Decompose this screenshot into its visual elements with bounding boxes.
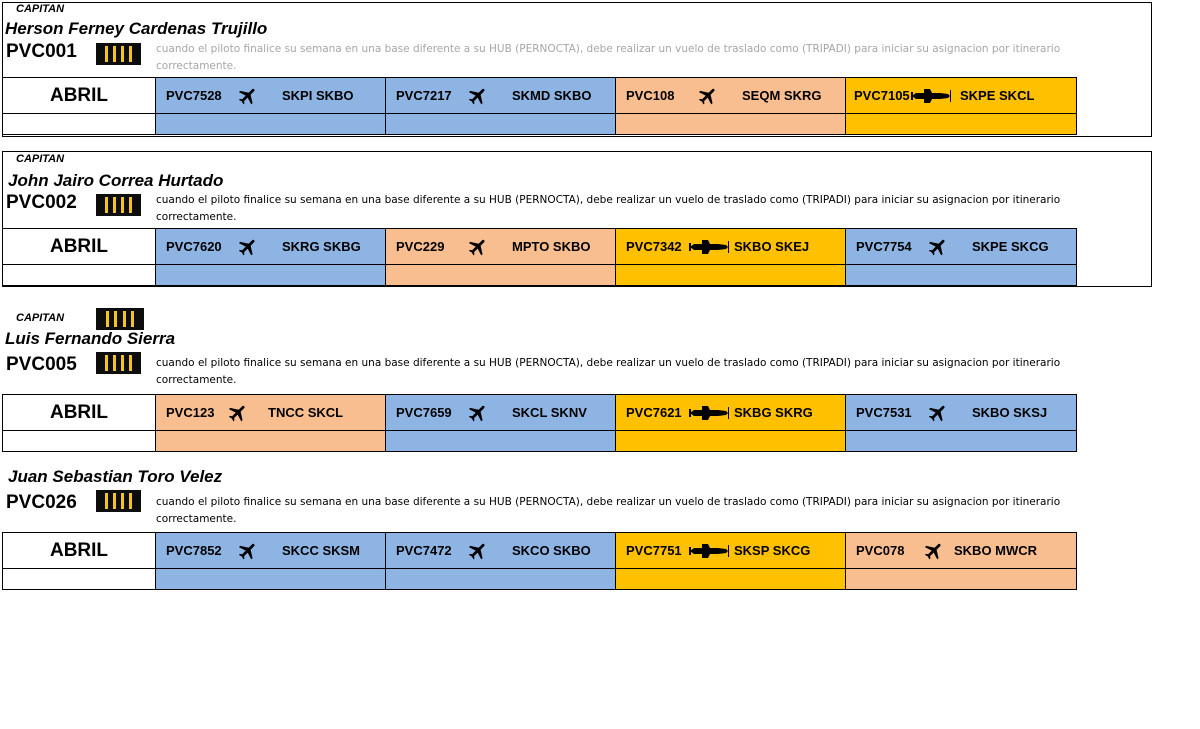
pilot-note: cuando el piloto finalice su semana en una base diferente a su HUB (PERNOCTA), debe realizar un vuelo de traslado como (TRIPADI) para iniciar su asignacion por itinerario correctamente. — [156, 496, 1061, 525]
pilot-role: CAPITAN — [16, 3, 65, 15]
flight-cell[interactable] — [846, 229, 1076, 264]
pilot-code: PVC002 — [6, 192, 77, 213]
route: SKRG SKBG — [282, 239, 361, 254]
pilot-code: PVC026 — [6, 492, 77, 513]
route: TNCC SKCL — [268, 405, 344, 420]
captain-rank-insignia-icon — [96, 352, 141, 374]
route: SKPE SKCG — [972, 239, 1049, 254]
jet-airplane-icon — [226, 402, 268, 424]
route: SKCC SKSM — [282, 543, 361, 558]
route: SKBO SKEJ — [734, 239, 810, 254]
flight-number: PVC7528 — [166, 88, 222, 103]
flight-cell[interactable] — [156, 395, 386, 430]
flight-cell[interactable] — [616, 395, 846, 430]
pilot-role: CAPITAN — [16, 153, 65, 165]
pilot-code: PVC001 — [6, 41, 77, 62]
month-label: ABRIL — [3, 533, 156, 568]
route: SKCL SKNV — [512, 405, 587, 420]
captain-rank-insignia-icon — [96, 490, 141, 512]
route: SKPI SKBO — [282, 88, 354, 103]
pilot-note: cuando el piloto finalice su semana en una base diferente a su HUB (PERNOCTA), debe realizar un vuelo de traslado como (TRIPADI) para iniciar su asignacion por itinerario correctamente. — [156, 194, 1061, 223]
pilot-name: Herson Ferney Cardenas Trujillo — [5, 19, 268, 38]
month-label: ABRIL — [3, 229, 156, 264]
route: SKPE SKCL — [960, 88, 1035, 103]
flight-number: PVC7852 — [166, 543, 222, 558]
flight-cell[interactable] — [616, 533, 846, 568]
propeller-plane-icon — [688, 404, 734, 422]
route: SKCO SKBO — [512, 543, 591, 558]
pilot-name: John Jairo Correa Hurtado — [8, 171, 224, 190]
jet-airplane-icon — [922, 540, 954, 562]
route: SKBG SKRG — [734, 405, 813, 420]
pilot-code: PVC005 — [6, 354, 77, 375]
pilot-note: cuando el piloto finalice su semana en una base diferente a su HUB (PERNOCTA), debe realizar un vuelo de traslado como (TRIPADI) para iniciar su asignacion por itinerario correctamente. — [156, 43, 1061, 72]
captain-rank-insignia-icon — [96, 194, 141, 216]
jet-airplane-icon — [926, 402, 972, 424]
flight-number: PVC7105 — [854, 88, 910, 103]
flight-subrow — [2, 114, 1077, 135]
pilot-note: cuando el piloto finalice su semana en una base diferente a su HUB (PERNOCTA), debe realizar un vuelo de traslado como (TRIPADI) para iniciar su asignacion por itinerario correctamente. — [156, 357, 1061, 386]
route: SKBO SKSJ — [972, 405, 1048, 420]
pilot-role: CAPITAN — [16, 312, 65, 324]
jet-airplane-icon — [236, 236, 282, 258]
flight-row — [2, 532, 1077, 569]
route: SKMD SKBO — [512, 88, 592, 103]
flight-cell[interactable] — [156, 229, 386, 264]
flight-number: PVC108 — [626, 88, 675, 103]
flight-number: PVC078 — [856, 543, 905, 558]
flight-cell[interactable] — [616, 229, 846, 264]
flight-number: PVC7659 — [396, 405, 452, 420]
flight-subrow — [2, 431, 1077, 452]
flight-cell[interactable] — [846, 395, 1076, 430]
flight-number: PVC7754 — [856, 239, 912, 254]
propeller-plane-icon — [688, 238, 734, 256]
flight-cell[interactable] — [386, 395, 616, 430]
flight-cell[interactable] — [156, 78, 386, 113]
jet-airplane-icon — [466, 540, 512, 562]
flight-cell[interactable] — [386, 229, 616, 264]
pilot-name: Juan Sebastian Toro Velez — [8, 467, 223, 486]
flight-number: PVC7217 — [396, 88, 452, 103]
route: SEQM SKRG — [742, 88, 822, 103]
flight-row — [2, 394, 1077, 431]
captain-rank-insignia-icon — [96, 308, 144, 330]
route: MPTO SKBO — [512, 239, 591, 254]
route: SKBO MWCR — [954, 543, 1038, 558]
flight-number: PVC7751 — [626, 543, 682, 558]
flight-cell[interactable] — [386, 533, 616, 568]
flight-number: PVC7620 — [166, 239, 222, 254]
flight-subrow — [2, 569, 1077, 590]
flight-number: PVC7621 — [626, 405, 682, 420]
jet-airplane-icon — [926, 236, 972, 258]
flight-cell[interactable] — [386, 78, 616, 113]
flight-subrow — [2, 265, 1077, 286]
jet-airplane-icon — [236, 540, 282, 562]
flight-cell[interactable] — [156, 533, 386, 568]
flight-row — [2, 228, 1077, 265]
flight-cell[interactable] — [616, 78, 846, 113]
propeller-plane-icon — [688, 542, 734, 560]
flight-number: PVC7531 — [856, 405, 912, 420]
month-label: ABRIL — [3, 78, 156, 113]
month-label: ABRIL — [3, 395, 156, 430]
jet-airplane-icon — [466, 236, 512, 258]
jet-airplane-icon — [466, 85, 512, 107]
flight-cell[interactable] — [846, 78, 1076, 113]
flight-cell[interactable] — [846, 533, 1076, 568]
flight-number: PVC7342 — [626, 239, 682, 254]
jet-airplane-icon — [696, 85, 742, 107]
jet-airplane-icon — [236, 85, 282, 107]
flight-row — [2, 77, 1077, 114]
captain-rank-insignia-icon — [96, 43, 141, 65]
pilot-name: Luis Fernando Sierra — [5, 329, 176, 348]
jet-airplane-icon — [466, 402, 512, 424]
flight-number: PVC229 — [396, 239, 445, 254]
route: SKSP SKCG — [734, 543, 811, 558]
propeller-plane-icon — [910, 87, 960, 105]
flight-number: PVC123 — [166, 405, 215, 420]
flight-number: PVC7472 — [396, 543, 452, 558]
